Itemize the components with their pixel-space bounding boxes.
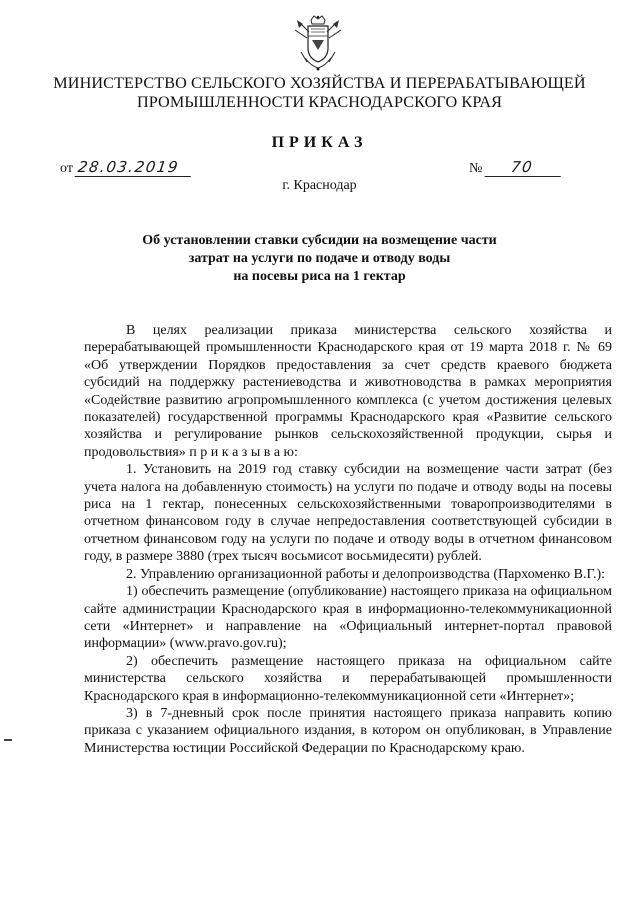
item-2-3-paragraph: 3) в 7-дневный срок после принятия настоящего приказа направить копию приказа с указанием официального издания, в котором он опубликован, в Управление Министерства юстиции Российской Федерации по Краснодарскому краю. (84, 705, 612, 756)
ministry-name-line2: ПРОМЫШЛЕННОСТИ КРАСНОДАРСКОГО КРАЯ (136, 93, 503, 111)
number-prefix: № (469, 161, 483, 176)
ministry-name-line1: МИНИСТЕРСТВО СЕЛЬСКОГО ХОЗЯЙСТВА И ПЕРЕРАБАТЫВАЮЩЕЙ (53, 74, 586, 92)
subject-line2: затрат на услуги по подаче и отводу воды (188, 251, 451, 266)
item-2-1-paragraph: 1) обеспечить размещение (опубликование) настоящего приказа на официальном сайте администрации Краснодарского края в информационно-телекоммуникационной сети «Интернет» и направление на «Официальный интернет-портал правовой информации» (www.pravo.gov.ru); (84, 584, 612, 652)
margin-mark (4, 739, 12, 741)
order-subject (60, 232, 579, 286)
order-body (84, 322, 612, 757)
order-number (469, 158, 562, 177)
item-2-paragraph: 2. Управлению организационной работы и делопроизводства (Пархоменко В.Г.): (126, 566, 606, 582)
item-2-2-paragraph: 2) обеспечить размещение настоящего приказа на официальном сайте министерства сельского хозяйства и перерабатывающей промышленности Краснодарского края в информационно-телекоммуникационной сети «Интернет»; (84, 653, 612, 704)
krasnodar-coat-of-arms-icon (291, 14, 345, 72)
handwritten-date: 28.03.2019 (75, 158, 194, 177)
subject-line3: на посевы риса на 1 гектар (233, 269, 406, 284)
handwritten-number: 70 (485, 158, 564, 177)
item-1-paragraph: 1. Установить на 2019 год ставку субсидии на возмещение части затрат (без учета налога на добавленную стоимость) на услуги по подаче и отводу воды на посевы риса на 1 гектар, понесенных сельскохозяйственными товаропроизводителями в отчетном финансовом году в случае непредоставления соответствующей субсидии в отчетном финансовом году на услуги по подаче и отводу воды в отчетном финансовом году, в размере 3880 (трех тысяч восьмисот восьмидесяти) рублей. (84, 462, 612, 565)
document-type-title: ПРИКАЗ (271, 134, 368, 151)
date-prefix: от (60, 161, 73, 176)
subject-line1: Об установлении ставки субсидии на возмещение части (142, 233, 497, 248)
order-date (60, 158, 192, 177)
preamble-paragraph: В целях реализации приказа министерства сельского хозяйства и перерабатывающей промышленности Краснодарского края от 19 марта 2018 г. № 69 «Об утверждении Порядков предоставления за счет средств краевого бюджета субсидий на поддержку растениеводства и животноводства в рамках мероприятия «Содействие развитию агропромышленного комплекса (с учетом достижения целевых показателей) государственной программы Краснодарского края «Развитие сельского хозяйства и регулирование рынков сельскохозяйственной продукции, сырья и продовольствия» п р и к а з ы в а ю: (84, 323, 612, 460)
city-name: г. Краснодар (282, 178, 357, 193)
ministry-name (40, 74, 599, 112)
